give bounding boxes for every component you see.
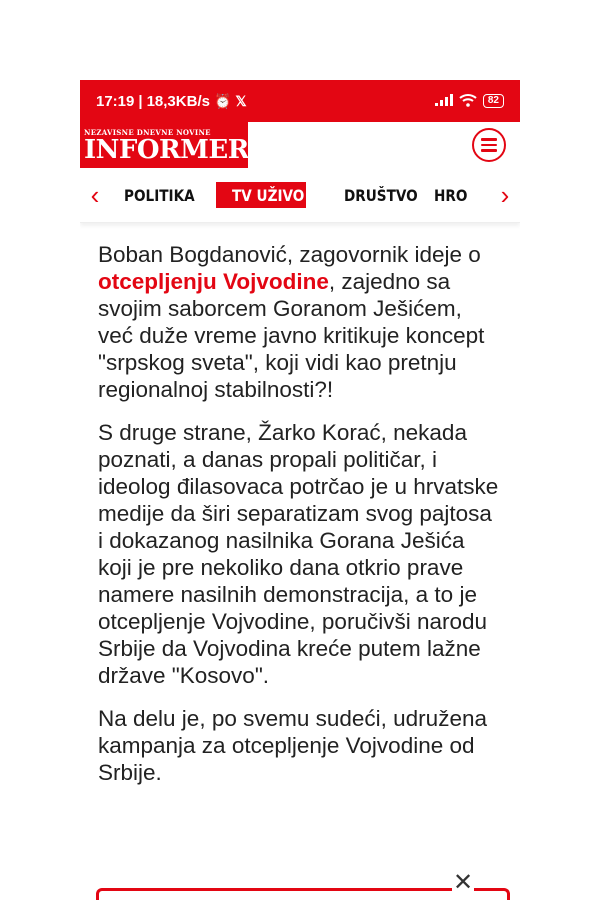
nav-item-tv-uzivo[interactable]: [216, 182, 306, 208]
nav-item-hronika[interactable]: HRO: [434, 185, 468, 205]
chevron-right-icon[interactable]: ›: [500, 180, 510, 210]
wifi-icon: [459, 93, 477, 110]
hamburger-menu-icon[interactable]: [472, 128, 506, 162]
category-nav: [80, 168, 520, 223]
battery-indicator: 82: [483, 94, 504, 108]
article-link[interactable]: otcepljenju Vojvodine: [98, 269, 329, 294]
article-paragraph: S druge strane, Žarko Korać, nekada poznati, a danas propali političar, i ideolog đilasovaca potrčao je u hrvatske medije da širi separatizam svog pajtosa i dokazanog nasilnika Gorana Ješića koji je pre nekoliko dana otkrio prave namere nasilnih demonstracija, a to je otcepljenje Vojvodine, poručivši narodu Srbije da Vojvodina kreće putem lažne države "Kosovo".: [98, 420, 499, 688]
nav-item-politika[interactable]: POLITIKA: [124, 185, 195, 205]
chevron-left-icon[interactable]: ‹: [90, 180, 100, 210]
nav-item-label: TV UŽIVO: [232, 185, 305, 205]
article-body: [80, 223, 520, 786]
logo-name: INFORMER: [84, 134, 249, 165]
ad-banner[interactable]: [96, 888, 510, 900]
network-speed: 18,3KB/s: [146, 92, 210, 110]
site-logo[interactable]: [80, 122, 248, 168]
status-bar: 17:19 | 18,3KB/s ⏰ 𝕏 82: [80, 80, 520, 122]
close-icon[interactable]: ✕: [452, 869, 474, 896]
phone-screen: [80, 80, 520, 900]
x-icon: 𝕏: [235, 92, 247, 109]
article-paragraph: Na delu je, po svemu sudeći, udružena kampanja za otcepljenje Vojvodine od Srbije.: [98, 706, 487, 785]
signal-icon: [435, 93, 453, 109]
article-paragraph: Boban Bogdanović, zagovornik ideje o otcepljenju Vojvodine, zajedno sa svojim saborcem Goranom Ješićem, već duže vreme javno kritikuje koncept "srpskog sveta", koji vidi kao pretnju regionalnoj stabilnosti?!: [98, 242, 485, 402]
alarm-icon: ⏰: [213, 92, 232, 109]
site-header: [80, 122, 520, 168]
logo-tagline: NEZAVISNE DNEVNE NOVINE: [84, 127, 211, 137]
status-time: 17:19: [96, 92, 135, 110]
nav-item-drustvo[interactable]: DRUŠTVO: [344, 185, 418, 205]
